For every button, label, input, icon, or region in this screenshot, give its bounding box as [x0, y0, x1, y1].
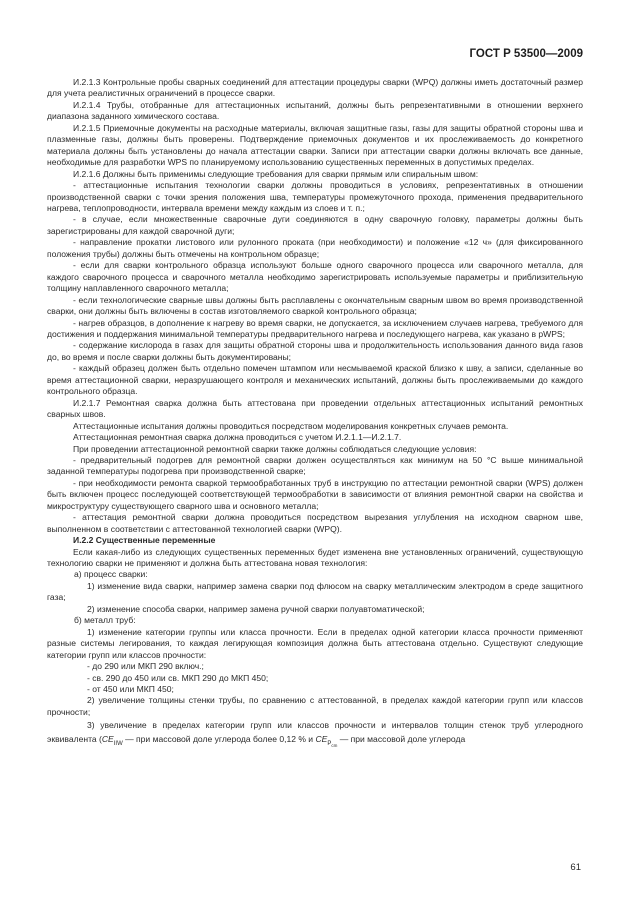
list-item: 2) увеличение толщины стенки трубы, по сравнению с аттестованной, в пределах каждой категории групп или классов прочности; — [47, 695, 583, 717]
page-number: 61 — [570, 862, 581, 873]
list-item: 1) изменение категории группы или класса прочности. Если в пределах одной категории класса прочности применяют разные системы легирования, то каждая легирующая композиция должна быть аттестована отдельно. Существуют следующие категории групп или классов прочности: — [47, 626, 583, 660]
section-heading-i-2-2: И.2.2 Существенные переменные — [73, 535, 216, 546]
list-item: - при необходимости ремонта сваркой термообработанных труб в инструкцию по аттестации ремонтной сварки (WPS) должен быть включен процесс последующей соответствующей термообработки в зависимости от влияния ремонтной сварки на свойства и микроструктуру существующего сварного шва и основного металла; — [47, 477, 583, 511]
list-item: - св. 290 до 450 или св. МКП 290 до МКП 450; — [87, 672, 269, 683]
list-item: 1) изменение вида сварки, например замена сварки под флюсом на сварку металлическим электродом в среде защитного газа; — [47, 580, 583, 603]
paragraph: Аттестационная ремонтная сварка должна проводиться с учетом И.2.1.1—И.2.1.7. — [73, 432, 402, 443]
list-item: 2) изменение способа сварки, например замена ручной сварки полуавтоматической; — [87, 603, 425, 614]
ce-pcm: $CE_{P_{cm}}$ — [315, 734, 338, 749]
list-item: - до 290 или МКП 290 включ.; — [87, 661, 204, 672]
paragraph: Если какая-либо из следующих существенных переменных будет изменена вне установленных ограничений, существующую технологию сварки не применяют и должна быть аттестована новая технология: — [47, 546, 583, 569]
list-item: - аттестационные испытания технологии сварки должны проводиться в условиях, репрезентативных в отношении производственной сварки с точки зрения положения шва, температуры промежуточного прохода, применения предварительного нагрева, теплопроводности, интервала времени между каждым из слоев и т. п.; — [47, 180, 583, 213]
clause-i-2-1-4: И.2.1.4 Трубы, отобранные для аттестационных испытаний, должны быть репрезентативными в отношении верхнего диапазона заданного химического состава. — [47, 99, 583, 122]
list-item: - от 450 или МКП 450; — [87, 684, 174, 695]
list-item: - если технологические сварные швы должны быть расплавлены с окончательным сварным швом во время производственной сварки, они должны быть включены в состав изготовляемого сваркой контрольного образца; — [47, 294, 583, 317]
list-item: 3) увеличение в пределах категории групп или классов прочности и интервалов толщин стенок труб углеродного эквивалента ($CE_{IIW}$ — при массовой доле углерода более 0,12 % и $CE_{P_{cm}}$ — при массовой доле углерода — [47, 720, 583, 749]
list-item: а) процесс сварки: — [74, 569, 148, 580]
list-item: - нагрев образцов, в дополнение к нагреву во время сварки, не допускается, за исключением случаев нагрева, требуемого для достижения и поддержания минимальной температуры предварительного нагрева и последующего нагрева, как указано в pWPS; — [47, 317, 583, 339]
list-item: - в случае, если множественные сварочные дуги соединяются в одну сварочную головку, параметры должны быть зарегистрированы для каждой сварочной дуги; — [47, 214, 583, 236]
list-item: - если для сварки контрольного образца используют больше одного сварочного процесса или сварочного металла, для каждого сварочного процесса и сварочного металла необходимо зарегистрировать используемые параметры и приблизительную толщину наплавленного сварочного металла; — [47, 260, 583, 294]
clause-i-2-1-7: И.2.1.7 Ремонтная сварка должна быть аттестована при проведении отдельных аттестационных испытаний ремонтных сварных швов. — [47, 397, 583, 420]
list-item: - направление прокатки листового или рулонного проката (при необходимости) и положение «12 ч» (для фиксированного положения трубы) должны быть отмечены на контрольном образце; — [47, 237, 583, 259]
document-body — [47, 77, 583, 749]
clause-i-2-1-5: И.2.1.5 Приемочные документы на расходные материалы, включая защитные газы, газы для защиты обратной стороны шва и плазменные газы, должны быть проверены. Подтверждение приемочных документов и их прослеживаемость до конкретного материала должны быть установлены до начала аттестации сварки. Записи при аттестации сварки должны включать все данные, необходимые для разработки WPS по планируемому использованию существенных переменных в допустимых пределах. — [47, 122, 583, 168]
list-item: б) металл труб: — [74, 615, 136, 626]
standard-header: ГОСТ Р 53500—2009 — [469, 48, 583, 60]
list-item: - предварительный подогрев для ремонтной сварки должен осуществляться как минимум на 50 °С выше минимальной заданной температуры подогрева при производственной сварке; — [47, 454, 583, 477]
clause-i-2-1-6: И.2.1.6 Должны быть применимы следующие требования для сварки прямым или спиральным швом: — [73, 168, 479, 179]
clause-i-2-1-3: И.2.1.3 Контрольные пробы сварных соединений для аттестации процедуры сварки (WPQ) должны иметь достаточный размер для учета реалистичных ограничений в процессе сварки. — [47, 77, 583, 99]
list-item: - содержание кислорода в газах для защиты обратной стороны шва и продолжительность использования данного вида газов до, во время и после сварки должны быть документированы; — [47, 340, 583, 362]
list-item: - аттестация ремонтной сварки должна проводиться посредством вырезания углубления на исходном сварном шве, выполненном в соответствии с аттестованной технологией сварки (WPQ). — [47, 512, 583, 534]
paragraph: При проведении аттестационной ремонтной сварки также должны соблюдаться следующие условия: — [73, 443, 477, 454]
paragraph: Аттестационные испытания должны проводиться посредством моделирования конкретных случаев ремонта. — [73, 420, 509, 431]
list-item: - каждый образец должен быть отдельно помечен штампом или несмываемой краской близко к шву, а записи, сделанные во время аттестационной сварки, неразрушающего контроля и механических испытаний, должны быть прослеживаемыми до каждого контрольного образца. — [47, 363, 583, 397]
ce-iiw: $CE_{IIW}$ — [101, 734, 123, 748]
